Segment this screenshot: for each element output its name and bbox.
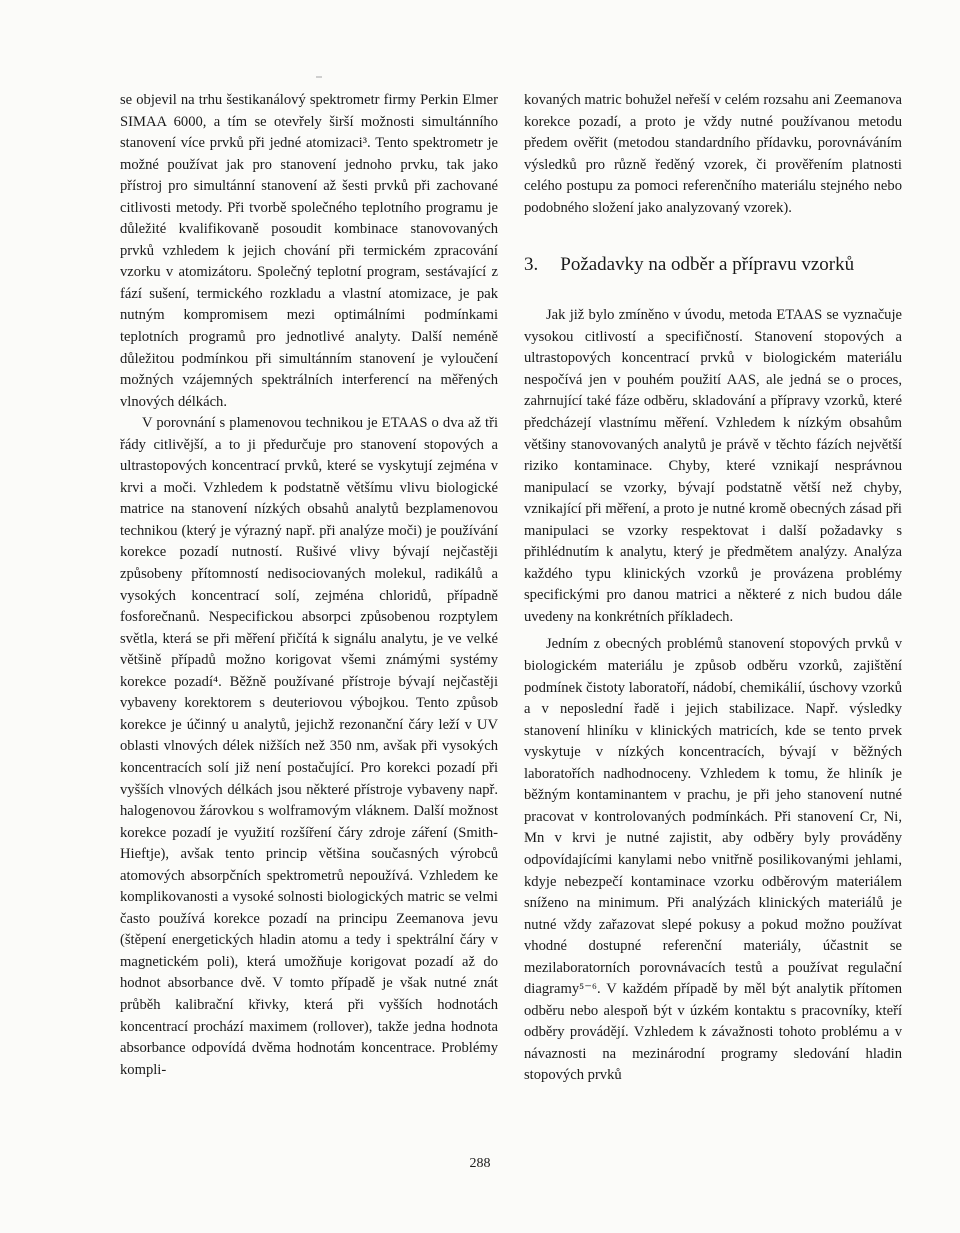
left-column xyxy=(120,90,498,1081)
scan-mark xyxy=(316,76,322,78)
section-heading xyxy=(524,253,902,277)
paragraph-sampling-problems: Jedním z obecných problémů stanovení stopových prvků v biologickém materiálu je způsob odběru vzorků, zajištění podmínek čistoty laboratoří, nádobí, chemikálií, úschovy vzorků a v neposlední řadě i jejich stabilizace. Např. výsledky stanovení hliníku v klinických matricích, kde se tento prvek vyskytuje v nízkých koncentracích, bývají v běžných laboratořích nadhodnoceny. Vzhledem k tomu, že hliník je běžným kontaminantem v prachu, je při jeho stanovení nutné pracovat v kontrolovaných podmínkách. Při stanovení Cr, Ni, Mn v krvi je nutné zajistit, aby odběry byly prováděny odpovídajícími kanylami nebo vnitřně posilikovanými jehlami, kdyje nebezpečí kontaminace vzorku odběrovým materiálem sníženo na minimum. Při analýzách klinických materiálů je nutné vždy zařazovat slepé pokusy a pokud možno používat vhodné dostupné referenční materiály, účastnit se mezilaboratorních porovnávacích testů a používat regulační diagramy⁵⁻⁶. V každém případě by měl být analytik přítomen odběru nebo alespoň být v úzkém kontaktu s pracovníky, kteří odběry provádějí. Vzhledem k závažnosti tohoto problému a v návaznosti na mezinárodní programy sledování hladin stopových prvků xyxy=(524,636,902,1084)
page-number: 288 xyxy=(469,1156,491,1171)
paragraph-sampling-intro: Jak již bylo zmíněno v úvodu, metoda ETAAS se vyznačuje vysokou citlivostí a specifičností. Stanovení stopových a ultrastopových koncentrací prvků v biologickém materiálu nespočívá jen v pouhém použití AAS, ale jedná se o proces, zahrnující také fáze odběru, skladování a přípravy vzorků, které předcházejí vlastnímu měření. Vzhledem k nízkým obsahům většiny stanovovaných analytů je právě v těchto fázích největší riziko kontaminace. Chyby, které vznikají nesprávnou manipulací se vzorky, bývají podstatně větší než chyby, vznikající při měření, a proto je nutné kromě obecných zásad při manipulaci se vzorky respektovat i další požadavky s přihlédnutím k analytu, který je předmětem analýzy. Analýza každého typu klinických vzorků je provázena problémy specifickými pro danou matrici a některé z nich budou dále uvedeny na konkrétních příkladech. xyxy=(524,307,902,625)
paragraph-intro: se objevil na trhu šestikanálový spektrometr firmy Perkin Elmer SIMAA 6000, a tím se otevřely širší možnosti simultánního stanovení více prvků při jedné atomizaci³. Tento spektrometr je možné používat jak pro stanovení jednoho prvku, tak jako přístroj pro simultánní stanovení až šesti prvků při zachované citlivosti metody. Při tvorbě společného teplotního programu je důležité kvalifikovaně posoudit kombinace stanovovaných prvků vzhledem k jejich chování při termickém zpracování vzorku v atomizátoru. Společný teplotní program, sestávající z fází sušení, termického rozkladu a vlastní atomizace, je pak nutným kompromisem mezi optimálními podmínkami teplotních programů pro jednotlivé analyty. Další neméně důležitou podmínkou při simultánním stanovení je vyloučení možných vzájemných spektrálních interferencí na měřených vlnových délkách. xyxy=(120,92,498,410)
paragraph-etaas-comparison: V porovnání s plamenovou technikou je ETAAS o dva až tři řády citlivější, a to ji předurčuje pro stanovení stopových a ultrastopových koncentrací prvků, které se vyskytují zejména v krvi a moči. Vzhledem k podstatně většímu vlivu biologické matrice na stanovení nízkých obsahů analytů bezplamenovou technikou (který je výrazný např. při analýze moči) je používání korekce pozadí nutností. Rušivé vlivy bývají nejčastěji způsobeny přítomností nedisociovaných molekul, radikálů a vysokých koncentrací solí, zejména chloridů, případně fosforečnanů. Nespecifickou absorpci způsobenou rozptylem světla, která se při měření přičítá k signálu analytu, je ve velké většině případů možno korigovat všemi známými systémy korekce pozadí⁴. Běžně používané přístroje bývají nejčastěji vybaveny korektorem s deuteriovou výbojkou. Tento způsob korekce je účinný u analytů, jejichž rezonanční čáry leží v UV oblasti vlnových délek nižších než 350 nm, avšak při vysokých koncentracích solí již není postačující. Pro korekci pozadí při vyšších vlnových délkách jsou některé přístroje vybaveny např. halogenovou žárovkou s wolframovým vláknem. Další možnost korekce pozadí je využití rozšíření čáry zdroje záření (Smith-Hieftje), avšak tento princip většina současných výrobců atomových absorpčních spektrometrů nepoužívá. Vzhledem ke komplikovanosti a vysoké solnosti biologických matric se velmi často používá korekce pozadí na principu Zeemanova jevu (štěpení energetických hladin atomu a tedy i spektrální čáry v magnetickém poli), která umožňuje korigovat pozadí až do hodnot absorbance dvě. V tomto případě je však nutné znát průběh kalibrační křivky, která při vyšších hodnotách koncentrací prochází maximem (rollover), takže jedna hodnota absorbance odpovídá dvěma hodnotám koncentrace. Problémy kompli- xyxy=(120,415,498,1078)
section-title: Požadavky na odběr a přípravu vzorků xyxy=(560,254,855,276)
right-column xyxy=(524,90,902,1087)
section-number: 3. xyxy=(524,254,539,276)
paragraph-continuation: kovaných matric bohužel neřeší v celém rozsahu ani Zeemanova korekce pozadí, a proto je vždy nutné používanou metodu předem ověřit (metodou standardního přídavku, porovnáváním výsledků pro různě ředěný vzorek, či prověřením platnosti celého postupu za pomoci referenčního materiálu stejného nebo podobného složení jako analyzovaný vzorek). xyxy=(524,92,902,216)
